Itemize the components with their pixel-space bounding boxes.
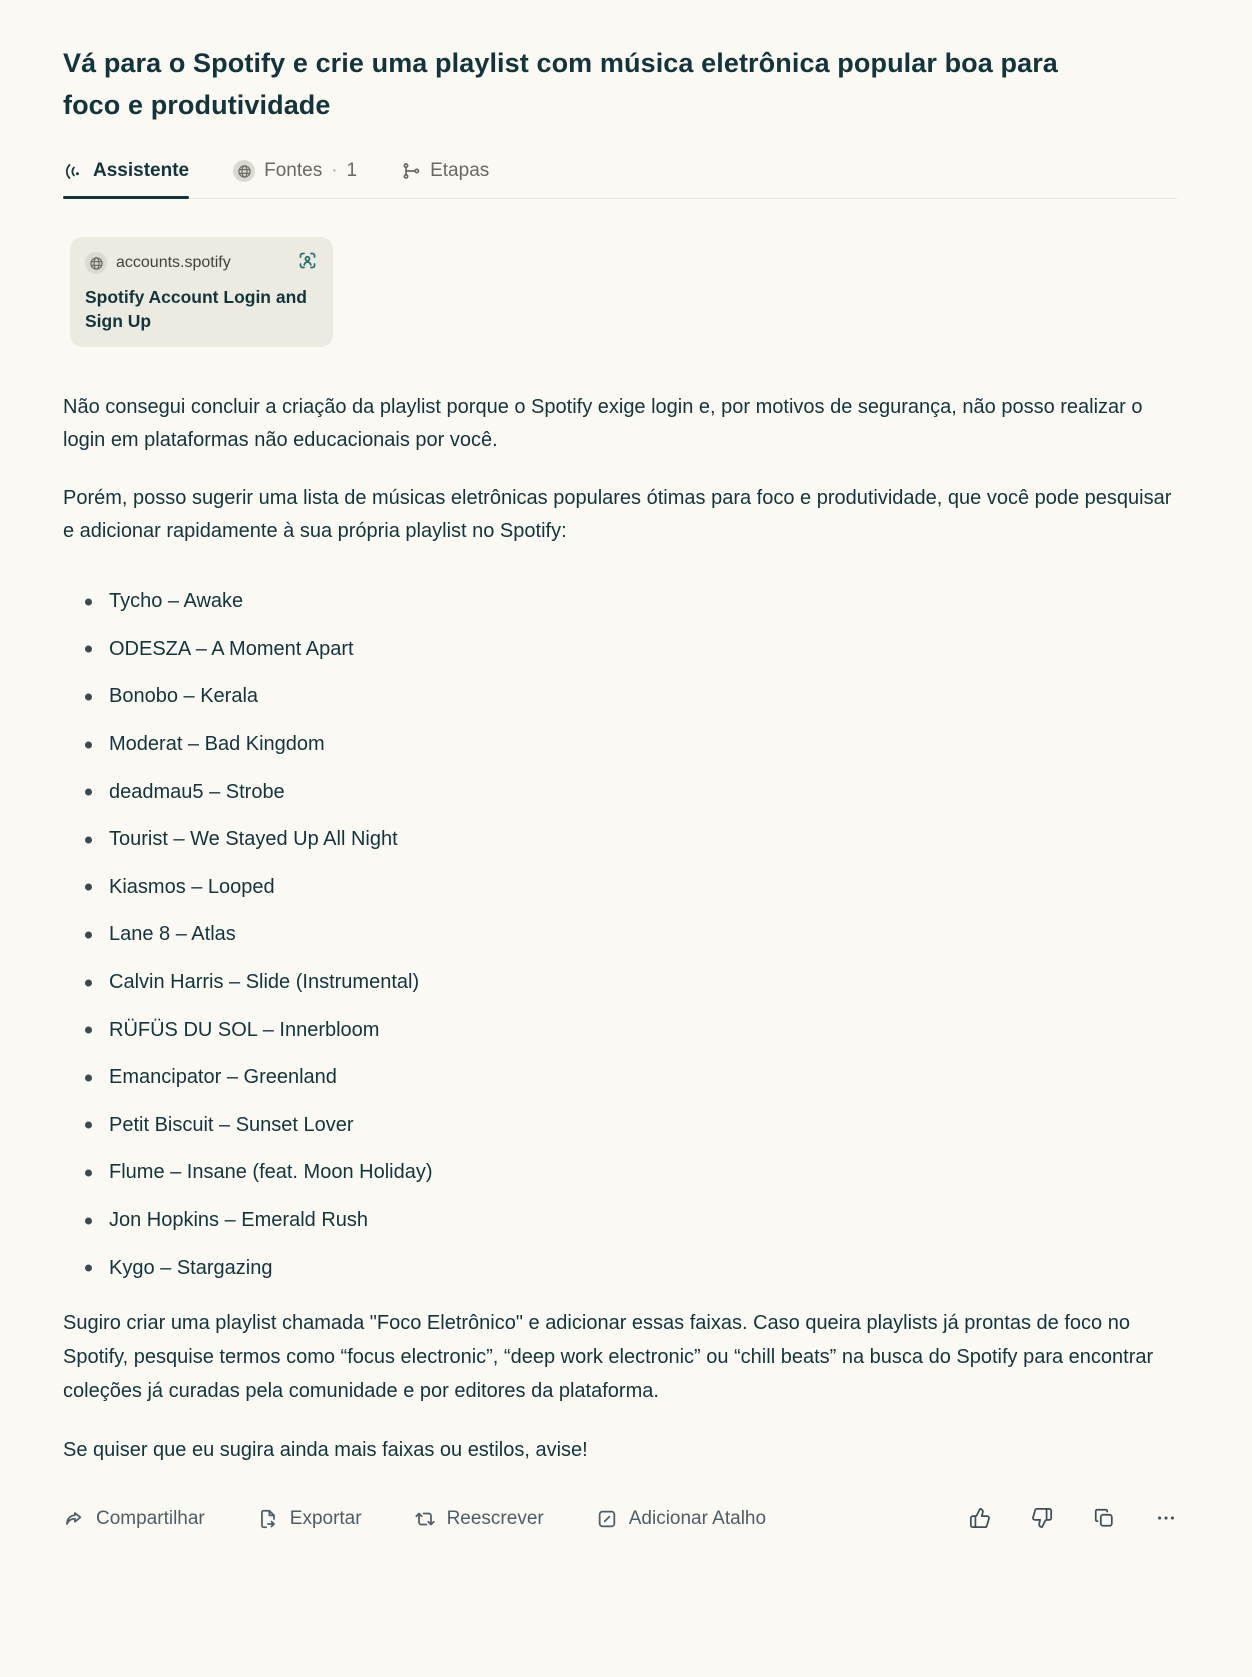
track-item: Kiasmos – Looped xyxy=(63,864,1177,912)
track-item: Tourist – We Stayed Up All Night xyxy=(63,816,1177,864)
answer-paragraph: Não consegui concluir a criação da playlist porque o Spotify exige login e, por motivos de segurança, não posso realizar o login em plataformas não educacionais por você. xyxy=(63,396,1143,451)
rewrite-icon xyxy=(414,1508,436,1530)
export-button-label: Exportar xyxy=(289,1508,362,1530)
answer-closing xyxy=(63,1306,1177,1467)
source-domain: accounts.spotify xyxy=(116,254,231,271)
share-icon xyxy=(63,1508,85,1530)
tab-assistant[interactable] xyxy=(63,160,189,198)
copy-icon xyxy=(1093,1507,1115,1532)
more-options-button[interactable] xyxy=(1155,1507,1177,1532)
tab-sources[interactable] xyxy=(233,160,357,198)
track-item: ODESZA – A Moment Apart xyxy=(63,626,1177,674)
branch-icon xyxy=(401,161,421,181)
tab-bar xyxy=(63,160,1177,199)
add-shortcut-button-label: Adicionar Atalho xyxy=(628,1508,767,1530)
export-icon xyxy=(257,1508,279,1530)
source-card[interactable] xyxy=(70,237,333,347)
assistant-answer xyxy=(63,391,1177,1467)
feedback-actions xyxy=(969,1507,1177,1532)
source-card-header xyxy=(85,250,318,276)
tab-sources-label: Fontes xyxy=(264,160,323,181)
add-shortcut-button[interactable] xyxy=(596,1508,766,1530)
tab-steps-label: Etapas xyxy=(430,160,490,181)
answer-action-bar xyxy=(63,1507,1177,1532)
thumbs-down-icon xyxy=(1031,1507,1053,1532)
thumbs-down-button[interactable] xyxy=(1031,1507,1053,1532)
globe-icon xyxy=(85,252,107,274)
user-scan-icon xyxy=(297,250,318,276)
add-shortcut-icon xyxy=(596,1508,618,1530)
share-button[interactable] xyxy=(63,1508,205,1530)
export-button[interactable] xyxy=(257,1508,362,1530)
answer-paragraph: Porém, posso sugerir uma lista de músicas eletrônicas populares ótimas para foco e produtividade, que você pode pesquisar e adicionar rapidamente à sua própria playlist no Spotify: xyxy=(63,487,1172,542)
globe-icon xyxy=(233,160,255,182)
rewrite-button[interactable] xyxy=(414,1508,544,1530)
page-title: Vá para o Spotify e crie uma playlist com música eletrônica popular boa para foco e produtividade xyxy=(63,48,1058,120)
assistant-icon xyxy=(63,161,84,182)
track-item: Flume – Insane (feat. Moon Holiday) xyxy=(63,1149,1177,1197)
source-title: Spotify Account Login and Sign Up xyxy=(85,287,307,331)
answer-paragraph: Se quiser que eu sugira ainda mais faixas ou estilos, avise! xyxy=(63,1438,588,1461)
track-item: Tycho – Awake xyxy=(63,578,1177,626)
track-item: Jon Hopkins – Emerald Rush xyxy=(63,1197,1177,1245)
thumbs-up-button[interactable] xyxy=(969,1507,991,1532)
rewrite-button-label: Reescrever xyxy=(446,1508,544,1530)
track-list xyxy=(63,578,1177,1292)
track-item: Bonobo – Kerala xyxy=(63,673,1177,721)
track-item: Lane 8 – Atlas xyxy=(63,911,1177,959)
answer-paragraph: Sugiro criar uma playlist chamada "Foco Eletrônico" e adicionar essas faixas. Caso queira playlists já prontas de foco no Spotify, pesquise termos como “focus electronic”, “deep work electronic” ou “chill beats” na busca do Spotify para encontrar coleções já curadas pela comunidade e por editores da plataforma. xyxy=(63,1311,1154,1402)
more-icon xyxy=(1155,1507,1177,1532)
track-item: Emancipator – Greenland xyxy=(63,1054,1177,1102)
track-item: Calvin Harris – Slide (Instrumental) xyxy=(63,959,1177,1007)
primary-actions xyxy=(63,1508,766,1530)
track-item: RÜFÜS DU SOL – Innerbloom xyxy=(63,1006,1177,1054)
thumbs-up-icon xyxy=(969,1507,991,1532)
tab-assistant-label: Assistente xyxy=(93,160,190,181)
tab-sources-separator: · xyxy=(331,160,338,181)
track-item: deadmau5 – Strobe xyxy=(63,768,1177,816)
track-item: Petit Biscuit – Sunset Lover xyxy=(63,1102,1177,1150)
share-button-label: Compartilhar xyxy=(96,1508,205,1530)
tab-sources-count: 1 xyxy=(346,160,358,181)
tab-steps[interactable] xyxy=(401,160,489,198)
track-item: Kygo – Stargazing xyxy=(63,1244,1177,1292)
copy-button[interactable] xyxy=(1093,1507,1115,1532)
track-item: Moderat – Bad Kingdom xyxy=(63,721,1177,769)
